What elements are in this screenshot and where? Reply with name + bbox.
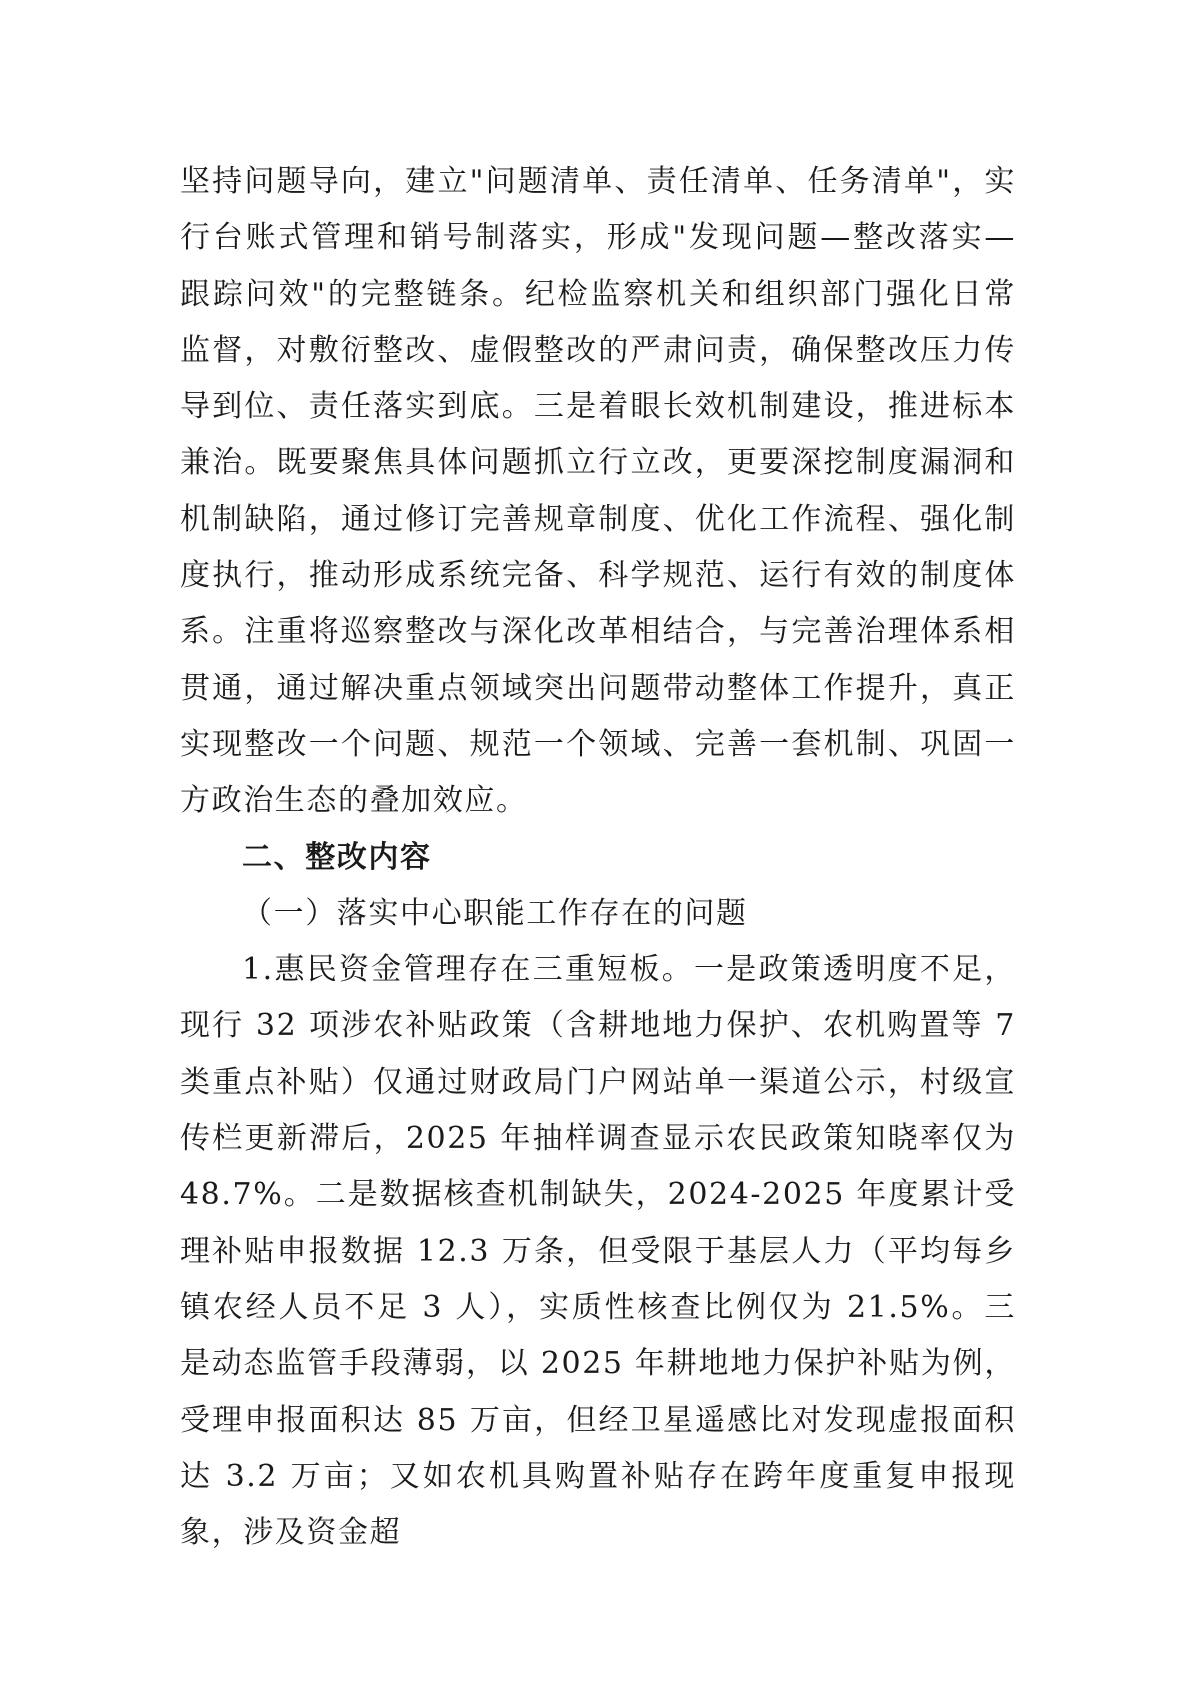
body-paragraph-continued: 坚持问题导向，建立"问题清单、责任清单、任务清单"，实行台账式管理和销号制落实，形成"发现问题—整改落实—跟踪问效"的完整链条。纪检监察机关和组织部门强化日常监督，对敷衍整改、虚假整改的严肃问责，确保整改压力传导到位、责任落实到底。三是着眼长效机制建设，推进标本兼治。既要聚焦具体问题抓立行立改，更要深挖制度漏洞和机制缺陷，通过修订完善规章制度、优化工作流程、强化制度执行，推动形成系统完备、科学规范、运行有效的制度体系。注重将巡察整改与深化改革相结合，与完善治理体系相贯通，通过解决重点领域突出问题带动整体工作提升，真正实现整改一个问题、规范一个领域、完善一套机制、巩固一方政治生态的叠加效应。 [180,164,1016,819]
section-heading: 二、整改内容 [242,839,432,875]
document-body [180,154,1016,1561]
body-paragraph-item-1: 1.惠民资金管理存在三重短板。一是政策透明度不足，现行 32 项涉农补贴政策（含耕地地力保护、农机购置等 7 类重点补贴）仅通过财政局门户网站单一渠道公示，村级宣传栏更新滞后，2025 年抽样调查显示农民政策知晓率仅为 48.7%。二是数据核查机制缺失，2024-2025 年度累计受理补贴申报数据 12.3 万条，但受限于基层人力（平均每乡镇农经人员不足 3 人），实质性核查比例仅为 21.5%。三是动态监管手段薄弱，以 2025 年耕地地力保护补贴为例，受理申报面积达 85 万亩，但经卫星遥感比对发现虚报面积达 3.2 万亩；又如农机具购置补贴存在跨年度重复申报现象，涉及资金超 [180,952,1016,1551]
subsection-heading: （一）落实中心职能工作存在的问题 [242,895,748,931]
